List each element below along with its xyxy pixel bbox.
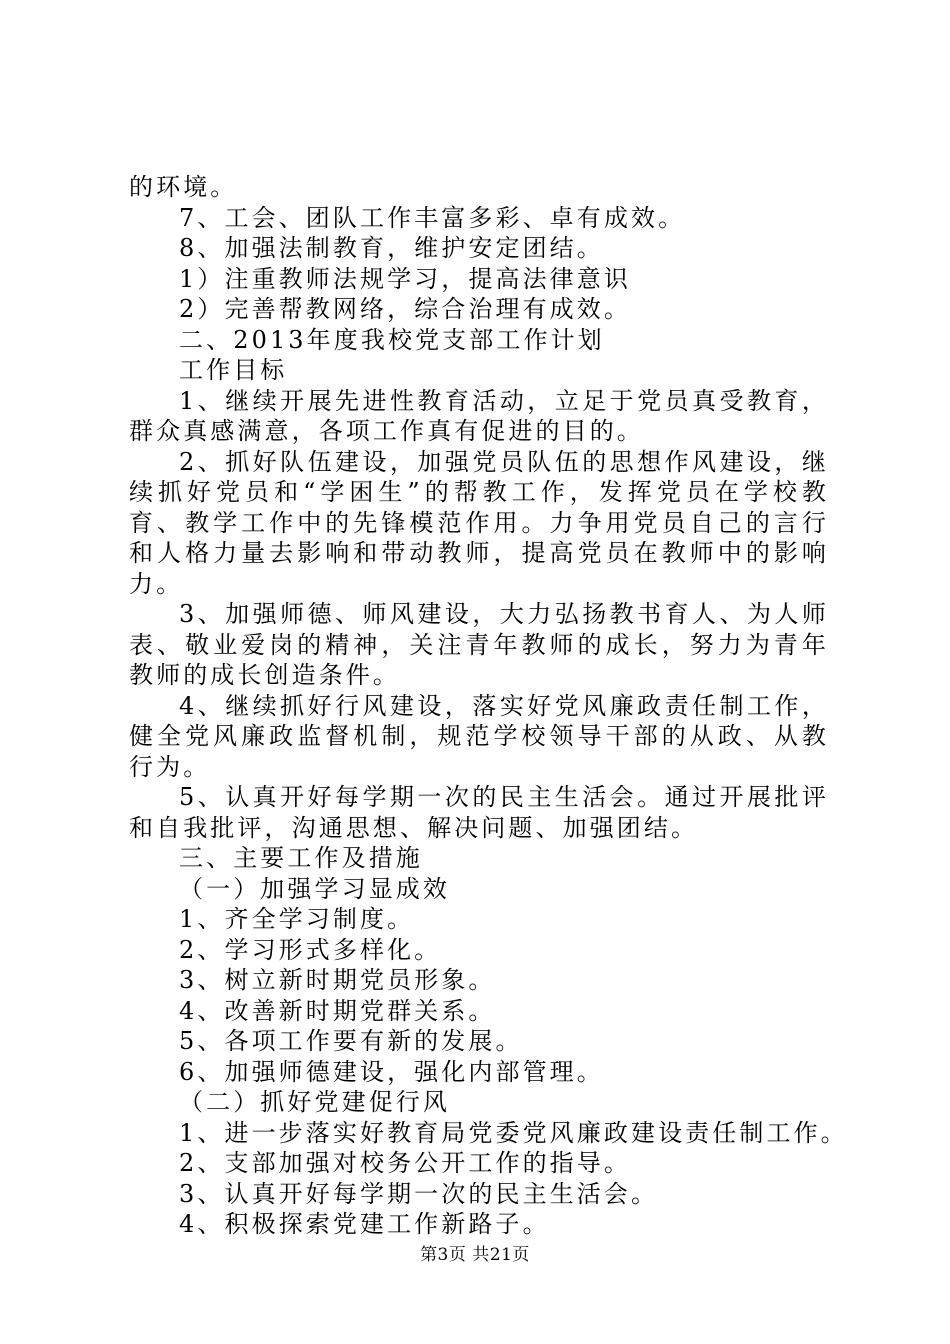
text-line: 的环境。 bbox=[129, 173, 238, 201]
subsection-heading: 工作目标 bbox=[179, 356, 288, 384]
subsection-heading: （二）抓好党建促行风 bbox=[179, 1088, 450, 1116]
section-heading: 三、主要工作及措施 bbox=[179, 844, 423, 872]
text-line: 1）注重教师法规学习，提高法律意识 bbox=[179, 264, 631, 293]
list-item: 2、支部加强对校务公开工作的指导。 bbox=[179, 1149, 631, 1177]
list-item: 6、加强师德建设，强化内部管理。 bbox=[179, 1057, 604, 1086]
list-item: 3、树立新时期党员形象。 bbox=[179, 966, 496, 994]
text-line: 8、加强法制教育，维护安定团结。 bbox=[179, 234, 604, 262]
list-item: 4、积极探索党建工作新路子。 bbox=[179, 1210, 550, 1238]
paragraph: 4、继续抓好行风建设，落实好党风廉政责任制工作，健全党风廉政监督机制，规范学校领导干部的从政、从教行为。 bbox=[129, 691, 829, 781]
list-item: 3、认真开好每学期一次的民主生活会。 bbox=[179, 1179, 659, 1208]
paragraph: 5、认真开好每学期一次的民主生活会。通过开展批评和自我批评，沟通思想、解决问题、加强团结。 bbox=[129, 783, 829, 842]
paragraph: 2、抓好队伍建设，加强党员队伍的思想作风建设，继续抓好党员和“学困生”的帮教工作，发挥党员在学校教育、教学工作中的先锋模范作用。力争用党员自己的言行和人格力量去影响和带动教师，提高党员在教师中的影响力。 bbox=[129, 447, 829, 598]
text-line: 7、工会、团队工作丰富多彩、卓有成效。 bbox=[179, 203, 686, 232]
subsection-heading: （一）加强学习显成效 bbox=[179, 874, 450, 903]
text-line: 2）完善帮教网络，综合治理有成效。 bbox=[179, 295, 631, 323]
paragraph: 1、继续开展先进性教育活动，立足于党员真受教育，群众真感满意，各项工作真有促进的目的。 bbox=[129, 386, 829, 445]
document-body bbox=[129, 172, 848, 1240]
list-item: 2、学习形式多样化。 bbox=[179, 935, 442, 964]
section-heading: 二、2013年度我校党支部工作计划 bbox=[179, 325, 605, 354]
list-item: 4、改善新时期党群关系。 bbox=[179, 996, 496, 1025]
list-item: 1、进一步落实好教育局党委党风廉政建设责任制工作。 bbox=[179, 1118, 848, 1147]
list-item: 5、各项工作要有新的发展。 bbox=[179, 1027, 523, 1055]
paragraph: 3、加强师德、师风建设，大力弘扬教书育人、为人师表、敬业爱岗的精神，关注青年教师的成长，努力为青年教师的成长创造条件。 bbox=[129, 600, 829, 689]
page-number: 第3页 共21页 bbox=[420, 1245, 530, 1265]
list-item: 1、齐全学习制度。 bbox=[179, 905, 415, 933]
